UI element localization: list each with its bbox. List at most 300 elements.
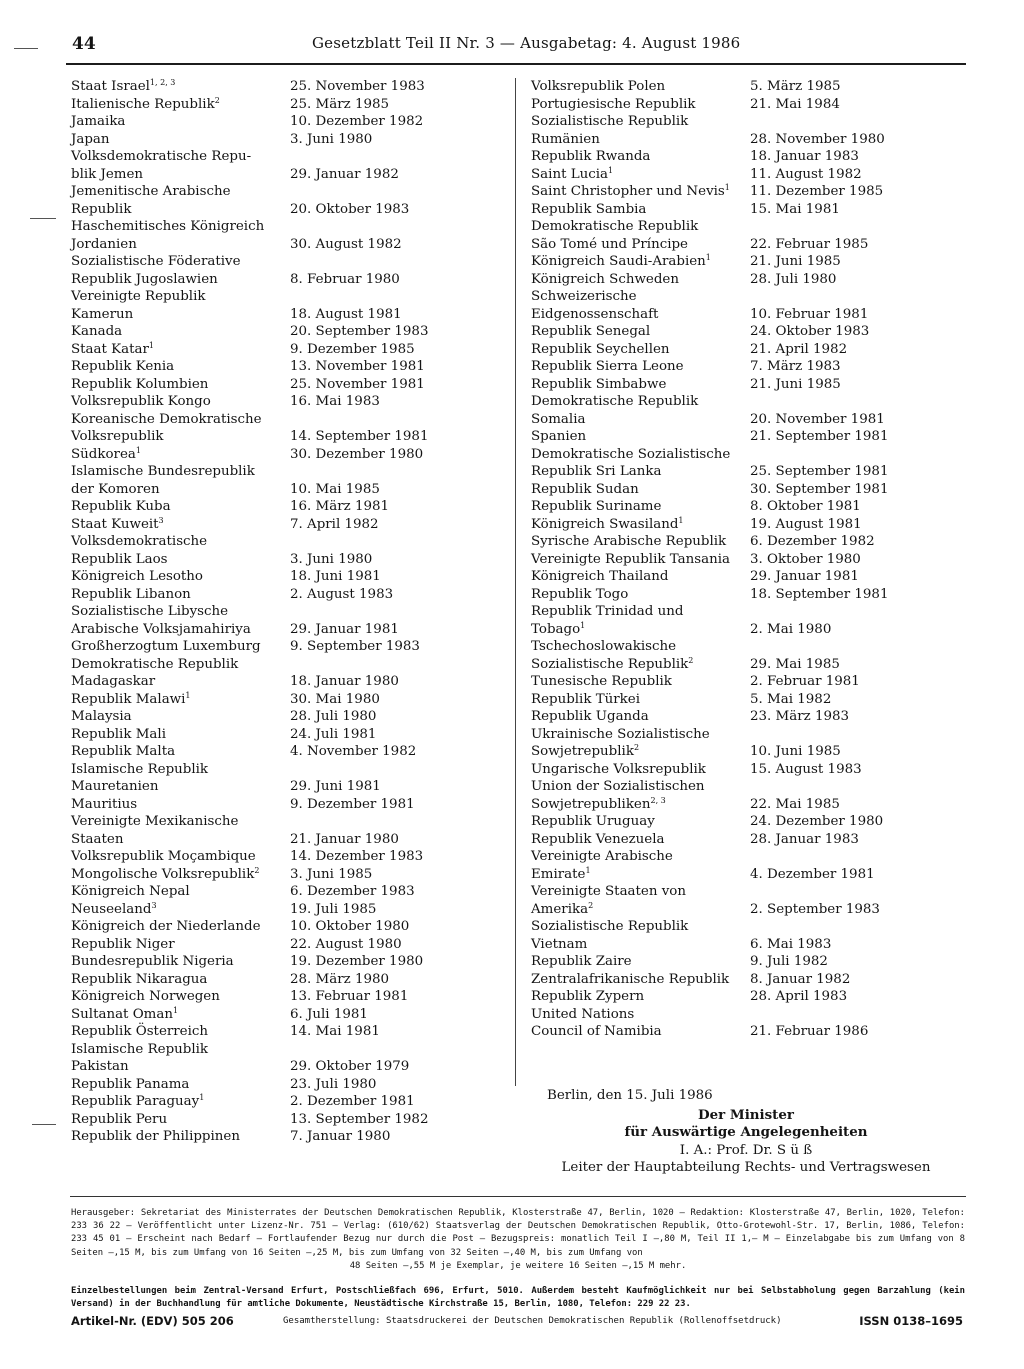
- imprint-publisher: Herausgeber: Sekretariat des Ministerrates der Deutschen Demokratischen Republik, Klosterstraße 47, Berlin, 1020 – Redaktion: Klosterstraße 47, Berlin, 1020, Telefon: 233 36 22 – Veröffentlicht unter Lizenz-Nr. 751 – Verlag: (610/62) Staatsverlag der Deutschen Demokratischen Republik, Otto-Grotewohl-Str. 17, Berlin, 1086, Telefon: 233 45 01 – Erscheint nach Bedarf – Fortlaufender Bezug nur durch die Post – Bezugspreis: monatlich Teil I –,80 M, Teil II 1,– M – Einzelabgabe bis zum Umfang von 8 Seiten –,15 M, bis zum Umfang von 16 Seiten –,25 M, bis zum Umfang von 32 Seiten –,40 M, bis zum Umfang von: [71, 1208, 965, 1258]
- party-name-text: Mauritius: [71, 796, 138, 812]
- party-name-text: Sozialistische Republik Vietnam: [531, 919, 689, 952]
- party-name: [531, 253, 711, 271]
- party-name: [71, 586, 191, 604]
- party-name-text: Portugiesische Republik: [531, 96, 696, 112]
- treaty-entry: [71, 516, 511, 534]
- party-name-text: Zentralafrikanische Republik: [531, 971, 730, 987]
- party-name-text: Haschemitisches Königreich Jordanien: [71, 219, 265, 252]
- party-name-text: Kanada: [71, 324, 123, 339]
- party-name: [71, 358, 174, 376]
- party-name: [71, 813, 238, 848]
- minister-title: Der Minister: [698, 1106, 794, 1123]
- entry-date: 24. Oktober 1983: [750, 324, 870, 339]
- footnote-ref: 2, 3: [650, 795, 666, 805]
- party-name-text: Republik Panama: [71, 1076, 190, 1092]
- treaty-entry: [531, 183, 971, 201]
- footnote-ref: 1: [705, 253, 711, 262]
- party-name: [71, 638, 261, 656]
- treaty-entry: [531, 218, 971, 253]
- party-name: [531, 323, 650, 341]
- entry-date: 3. Oktober 1980: [750, 551, 861, 567]
- entry-date: 8. Januar 1982: [750, 971, 851, 987]
- party-name-text: Mongolische Volksrepublik: [71, 866, 255, 882]
- party-name: [531, 166, 613, 184]
- party-name-text: Republik Venezuela: [531, 831, 665, 847]
- treaty-entry: [531, 726, 971, 761]
- treaty-entry: [531, 288, 971, 323]
- footnote-ref: 1: [148, 340, 155, 350]
- treaty-entry: [531, 481, 971, 499]
- footnote-ref: 2: [588, 900, 594, 910]
- treaty-entry: [71, 971, 511, 989]
- party-name-text: Königreich Thailand: [531, 569, 669, 584]
- entry-date: 21. April 1982: [750, 341, 848, 357]
- entry-date: 24. Dezember 1980: [750, 814, 884, 829]
- treaty-entry: [531, 358, 971, 376]
- party-name-text: Volksrepublik Kongo: [71, 394, 211, 409]
- treaty-entry: [531, 831, 971, 849]
- treaty-entry: [531, 446, 971, 481]
- party-name-text: Spanien: [531, 429, 587, 444]
- entry-date: 30. September 1981: [750, 481, 889, 497]
- treaty-entry: [71, 953, 511, 971]
- treaty-entry: [531, 988, 971, 1006]
- party-name-text: Tschechoslowakische Sozialistische Republik: [531, 639, 689, 672]
- treaty-entry: [531, 323, 971, 341]
- entry-date: 18. Januar 1983: [750, 149, 859, 164]
- treaty-entry: [531, 603, 971, 638]
- column-divider: [515, 78, 516, 1086]
- entry-date: 2. Mai 1980: [750, 621, 832, 637]
- party-name: [71, 498, 171, 516]
- entry-date: 15. August 1983: [750, 761, 862, 777]
- party-name-text: Volksrepublik Moçambique: [71, 849, 256, 864]
- party-name-text: Großherzogtum Luxemburg: [71, 639, 261, 654]
- party-name: [71, 1023, 208, 1041]
- entry-date: 25. November 1981: [290, 376, 425, 392]
- entry-date: 29. Mai 1985: [750, 656, 840, 672]
- party-name: [531, 883, 686, 918]
- party-name: [531, 568, 668, 586]
- party-name-text: Republik Peru: [71, 1111, 168, 1127]
- party-name-text: Sozialistische Libysche Arabische Volksjamahiriya: [71, 604, 251, 637]
- treaty-entry: [71, 796, 511, 814]
- party-name: [531, 376, 666, 394]
- party-name: [531, 341, 670, 359]
- party-name: [531, 428, 586, 446]
- entry-date: 23. März 1983: [750, 709, 850, 724]
- party-name-text: Königreich der Niederlande: [71, 919, 261, 934]
- entry-date: 20. September 1983: [290, 324, 429, 339]
- entry-date: 22. August 1980: [290, 936, 402, 952]
- party-name-text: Republik Kuba: [71, 499, 171, 514]
- party-name-text: Vereinigte Mexikanische Staaten: [71, 814, 239, 847]
- treaty-entry: [531, 551, 971, 569]
- treaty-entry: [71, 691, 511, 709]
- entry-date: 4. November 1982: [290, 744, 417, 759]
- entry-date: 14. September 1981: [290, 429, 429, 444]
- party-name: [531, 918, 688, 953]
- treaty-entry: [71, 148, 511, 183]
- page-header: [66, 34, 966, 56]
- party-name-text: Islamische Republik Pakistan: [71, 1041, 209, 1074]
- party-name-text: Volksrepublik Polen: [531, 79, 666, 94]
- treaty-entry: [71, 761, 511, 796]
- party-name-text: Bundesrepublik Nigeria: [71, 954, 234, 969]
- entry-date: 28. Januar 1983: [750, 831, 859, 847]
- party-name-text: Königreich Swasiland: [531, 516, 679, 532]
- treaty-entry: [531, 918, 971, 953]
- treaty-entry: [71, 393, 511, 411]
- party-name-text: Staat Israel: [71, 79, 150, 94]
- imprint: [71, 1207, 965, 1273]
- treaty-entry: [71, 1093, 511, 1111]
- entry-date: 18. September 1981: [750, 586, 889, 602]
- party-name-text: Republik Paraguay: [71, 1094, 200, 1109]
- entry-date: 22. Mai 1985: [750, 796, 840, 812]
- party-name-text: Vereinigte Republik Tansania: [531, 551, 730, 567]
- party-name: [71, 463, 255, 498]
- party-name-text: Republik Sierra Leone: [531, 359, 684, 374]
- entry-date: 21. Juni 1985: [750, 376, 841, 392]
- margin-mark: [32, 1124, 56, 1125]
- entry-date: 2. September 1983: [750, 901, 880, 917]
- party-name: [71, 743, 175, 761]
- entry-date: 15. Mai 1981: [750, 201, 840, 217]
- party-name: [71, 866, 259, 884]
- party-name-text: Republik Suriname: [531, 499, 662, 514]
- footnote-ref: 1: [585, 865, 591, 875]
- entry-date: 2. Dezember 1981: [290, 1094, 415, 1109]
- party-name-text: Islamische Bundesrepublik der Komoren: [71, 464, 255, 497]
- party-name: [71, 883, 190, 901]
- party-name: [71, 726, 166, 744]
- header-rule: [66, 63, 966, 65]
- party-name-text: Saint Lucia: [531, 166, 608, 182]
- party-name-text: Saint Christopher und Nevis: [531, 184, 725, 199]
- party-name-text: Neuseeland: [71, 901, 152, 917]
- treaty-entry: [531, 148, 971, 166]
- treaty-entry: [531, 971, 971, 989]
- party-name-text: Königreich Norwegen: [71, 989, 220, 1004]
- party-name: [531, 183, 730, 201]
- party-name: [531, 516, 684, 534]
- entry-date: 28. April 1983: [750, 989, 848, 1004]
- party-name: [71, 691, 191, 709]
- treaty-entry: [71, 813, 511, 848]
- party-name: [71, 971, 207, 989]
- entry-date: 3. Juni 1980: [290, 551, 373, 567]
- party-name: [71, 901, 157, 919]
- entry-date: 29. Juni 1981: [290, 779, 381, 794]
- treaty-entry: [531, 813, 971, 831]
- entry-date: 19. August 1981: [750, 516, 862, 532]
- treaty-entry: [71, 708, 511, 726]
- party-name: [71, 1111, 167, 1129]
- party-name: [531, 148, 650, 166]
- entry-date: 20. November 1981: [750, 411, 885, 427]
- party-name-text: Republik Zaire: [531, 954, 632, 969]
- entry-date: 2. Februar 1981: [750, 674, 860, 689]
- party-name-text: Volksdemokratische Republik Laos: [71, 534, 208, 567]
- party-name-text: Italienische Republik: [71, 96, 215, 112]
- party-name-text: Malaysia: [71, 709, 132, 724]
- party-name: [71, 1006, 178, 1024]
- party-name-text: Tunesische Republik: [531, 674, 672, 689]
- entry-date: 20. Oktober 1983: [290, 201, 410, 217]
- party-name-text: Syrische Arabische Republik: [531, 534, 727, 549]
- treaty-entry: [71, 638, 511, 656]
- entry-date: 5. Mai 1982: [750, 691, 832, 707]
- footnote-ref: 1, 2, 3: [149, 78, 176, 87]
- entry-date: 14. Dezember 1983: [290, 849, 424, 864]
- party-name: [531, 813, 655, 831]
- entry-date: 18. August 1981: [290, 306, 402, 322]
- treaty-entry: [531, 96, 971, 114]
- entry-date: 9. September 1983: [290, 639, 420, 654]
- party-name-text: Republik Zypern: [531, 989, 645, 1004]
- treaty-entry: [71, 1023, 511, 1041]
- entry-date: 18. Juni 1981: [290, 569, 381, 584]
- footnote-ref: 2: [214, 95, 220, 105]
- party-name-text: Koreanische Demokratische Volksrepublik: [71, 411, 262, 444]
- footer-rule: [70, 1196, 966, 1197]
- entry-date: 29. Januar 1982: [290, 166, 399, 182]
- entry-date: 6. Mai 1983: [750, 936, 832, 952]
- party-name: [531, 393, 698, 428]
- treaty-entry: [531, 638, 971, 673]
- party-name: [71, 953, 234, 971]
- footnote-ref: 1: [185, 690, 191, 700]
- entry-date: 9. Juli 1982: [750, 954, 828, 969]
- signatory: I. A.: Prof. Dr. S ü ß: [679, 1142, 813, 1158]
- treaty-entry: [71, 1111, 511, 1129]
- entry-date: 13. November 1981: [290, 359, 425, 374]
- treaty-entry: [71, 131, 511, 149]
- treaty-entry: [71, 603, 511, 638]
- party-name-text: Vereinigte Republik Kamerun: [71, 289, 206, 322]
- party-name: [531, 761, 706, 779]
- party-name-text: Republik Nikaragua: [71, 971, 208, 987]
- party-name-text: Königreich Lesotho: [71, 569, 203, 584]
- treaty-entry: [531, 113, 971, 148]
- party-name-text: Demokratische Republik Somalia: [531, 394, 699, 427]
- entry-date: 14. Mai 1981: [290, 1024, 380, 1039]
- treaty-entry: [71, 936, 511, 954]
- entry-date: 13. Februar 1981: [290, 989, 409, 1004]
- party-name-text: Republik Niger: [71, 936, 175, 952]
- party-name: [531, 831, 665, 849]
- entry-date: 16. Mai 1983: [290, 394, 380, 409]
- party-name: [531, 498, 661, 516]
- party-name-text: Sozialistische Republik Rumänien: [531, 114, 689, 147]
- party-name: [71, 796, 137, 814]
- treaty-entry: [531, 166, 971, 184]
- entry-date: 30. Dezember 1980: [290, 446, 424, 462]
- party-name: [531, 551, 730, 569]
- treaty-entry: [71, 533, 511, 568]
- entry-date: 11. Dezember 1985: [750, 184, 884, 199]
- imprint-orders: Einzelbestellungen beim Zentral-Versand Erfurt, Postschließfach 696, Erfurt, 5010. Außerdem besteht Kaufmöglichkeit nur bei Selbstabholung gegen Barzahlung (kein Versand) in der Buchhandlung für amtliche Dokumente, Neustädtische Kirchstraße 15, Berlin, 1080, Telefon: 229 22 23.: [71, 1286, 965, 1309]
- treaty-entry: [531, 761, 971, 779]
- entry-date: 3. Juni 1985: [290, 866, 373, 882]
- party-name: [71, 516, 164, 534]
- party-name: [71, 253, 241, 288]
- entry-date: 9. Dezember 1985: [290, 341, 415, 357]
- footnote-ref: 1: [607, 165, 614, 175]
- party-name-text: Jamaika: [71, 114, 126, 129]
- party-name: [71, 568, 203, 586]
- party-name-text: Staat Kuweit: [71, 516, 159, 532]
- party-name: [71, 918, 261, 936]
- footer-line: [71, 1314, 965, 1330]
- party-name-text: Volksdemokratische Repu- blik Jemen: [71, 149, 252, 182]
- entry-date: 10. Mai 1985: [290, 481, 380, 497]
- party-name: [71, 218, 264, 253]
- party-name: [71, 323, 122, 341]
- treaty-entry: [531, 428, 971, 446]
- party-name-text: Jemenitische Arabische Republik: [71, 184, 231, 217]
- treaty-entry: [71, 96, 511, 114]
- entry-date: 9. Dezember 1981: [290, 796, 415, 812]
- treaty-entry: [531, 498, 971, 516]
- party-name-text: Republik Sudan: [531, 481, 639, 497]
- treaty-entry: [531, 953, 971, 971]
- party-name-text: United Nations Council of Namibia: [531, 1006, 662, 1039]
- party-name-text: Staat Katar: [71, 341, 149, 357]
- party-name: [531, 778, 705, 813]
- entry-date: 21. Juni 1985: [750, 254, 841, 269]
- treaty-entry: [71, 498, 511, 516]
- treaty-entry: [71, 1076, 511, 1094]
- entry-date: 8. Oktober 1981: [750, 499, 861, 514]
- party-name: [531, 78, 665, 96]
- party-name: [71, 376, 208, 394]
- treaty-entry: [531, 848, 971, 883]
- entry-date: 6. Dezember 1982: [750, 534, 875, 549]
- entry-date: 18. Januar 1980: [290, 674, 399, 689]
- party-name: [71, 848, 256, 866]
- party-name-text: Südkorea: [71, 446, 136, 462]
- entry-date: 11. August 1982: [750, 166, 862, 182]
- footnote-ref: 1: [580, 620, 586, 630]
- treaty-entry: [71, 988, 511, 1006]
- treaty-entry: [71, 288, 511, 323]
- party-name-text: Islamische Republik Mauretanien: [71, 761, 209, 794]
- party-name: [531, 218, 698, 253]
- party-name-text: Republik Türkei: [531, 691, 640, 707]
- footnote-ref: 2: [633, 743, 640, 752]
- entry-date: 10. Juni 1985: [750, 744, 841, 759]
- entry-date: 13. September 1982: [290, 1111, 429, 1127]
- party-name: [531, 638, 693, 673]
- party-name: [531, 953, 632, 971]
- party-name-text: Republik Uganda: [531, 709, 649, 724]
- entry-date: 16. März 1981: [290, 499, 390, 514]
- treaty-entry: [71, 446, 511, 464]
- party-name: [71, 603, 251, 638]
- left-column-list: [71, 78, 511, 1146]
- treaty-entry: [531, 201, 971, 219]
- entry-date: 10. Oktober 1980: [290, 919, 410, 934]
- treaty-entry: [71, 411, 511, 446]
- party-name-text: Republik Kenia: [71, 359, 175, 374]
- treaty-entry: [71, 586, 511, 604]
- entry-date: 23. Juli 1980: [290, 1076, 377, 1092]
- party-name: [71, 1093, 204, 1111]
- party-name-text: Republik der Philippinen: [71, 1129, 240, 1144]
- treaty-entry: [71, 341, 511, 359]
- margin-mark: [30, 218, 56, 219]
- party-name-text: Königreich Nepal: [71, 884, 190, 899]
- treaty-entry: [71, 726, 511, 744]
- party-name: [531, 673, 672, 691]
- party-name: [71, 936, 175, 954]
- treaty-entry: [71, 358, 511, 376]
- treaty-entry: [71, 656, 511, 691]
- entry-date: 8. Februar 1980: [290, 271, 400, 287]
- entry-date: 25. März 1985: [290, 96, 390, 112]
- party-name: [71, 288, 205, 323]
- party-name-text: Republik Sambia: [531, 201, 647, 217]
- party-name-text: Republik Mali: [71, 726, 166, 742]
- footnote-ref: 1: [135, 445, 141, 455]
- party-name-text: Königreich Schweden: [531, 271, 679, 287]
- entry-date: 22. Februar 1985: [750, 236, 869, 252]
- party-name-text: Republik Simbabwe: [531, 376, 667, 392]
- issn: ISSN 0138–1695: [859, 1314, 963, 1328]
- printing-note: Gesamtherstellung: Staatsdruckerei der Deutschen Demokratischen Republik (Rollenoffsetdruck): [283, 1316, 782, 1326]
- party-name: [531, 1006, 662, 1041]
- signatory-role: Leiter der Hauptabteilung Rechts- und Vertragswesen: [561, 1160, 931, 1175]
- party-name-text: Sultanat Oman: [71, 1006, 173, 1022]
- party-name-text: Vereinigte Arabische Emirate: [531, 849, 673, 882]
- entry-date: 25. September 1981: [750, 464, 889, 479]
- footnote-ref: 2: [688, 655, 694, 665]
- party-name-text: Republik Malawi: [71, 691, 186, 707]
- party-name-text: Ukrainische Sozialistische Sowjetrepublik: [531, 726, 710, 759]
- treaty-entry: [531, 1006, 971, 1041]
- treaty-entry: [71, 183, 511, 218]
- party-name-text: Republik Österreich: [71, 1024, 208, 1039]
- party-name: [71, 1128, 240, 1146]
- entry-date: 28. Juli 1980: [290, 709, 377, 724]
- party-name: [71, 341, 154, 359]
- party-name: [531, 586, 628, 604]
- treaty-entry: [531, 691, 971, 709]
- party-name: [71, 131, 110, 149]
- treaty-entry: [71, 568, 511, 586]
- treaty-entry: [71, 376, 511, 394]
- entry-date: 21. Januar 1980: [290, 831, 399, 847]
- party-name-text: Union der Sozialistischen Sowjetrepubliken: [531, 779, 705, 812]
- footnote-ref: 1: [172, 1005, 179, 1015]
- treaty-entry: [531, 778, 971, 813]
- footnote-ref: 3: [151, 900, 157, 910]
- party-name: [71, 656, 238, 691]
- entry-date: 29. Januar 1981: [750, 569, 859, 584]
- party-name-text: Republik Libanon: [71, 586, 191, 602]
- treaty-entry: [71, 253, 511, 288]
- entry-date: 21. September 1981: [750, 429, 889, 444]
- treaty-entry: [71, 1041, 511, 1076]
- party-name-text: Republik Seychellen: [531, 341, 670, 357]
- treaty-entry: [531, 271, 971, 289]
- entry-date: 28. Juli 1980: [750, 271, 837, 287]
- party-name-text: Republik Malta: [71, 744, 176, 759]
- party-name-text: Ungarische Volksrepublik: [531, 761, 706, 777]
- entry-date: 10. Dezember 1982: [290, 114, 424, 129]
